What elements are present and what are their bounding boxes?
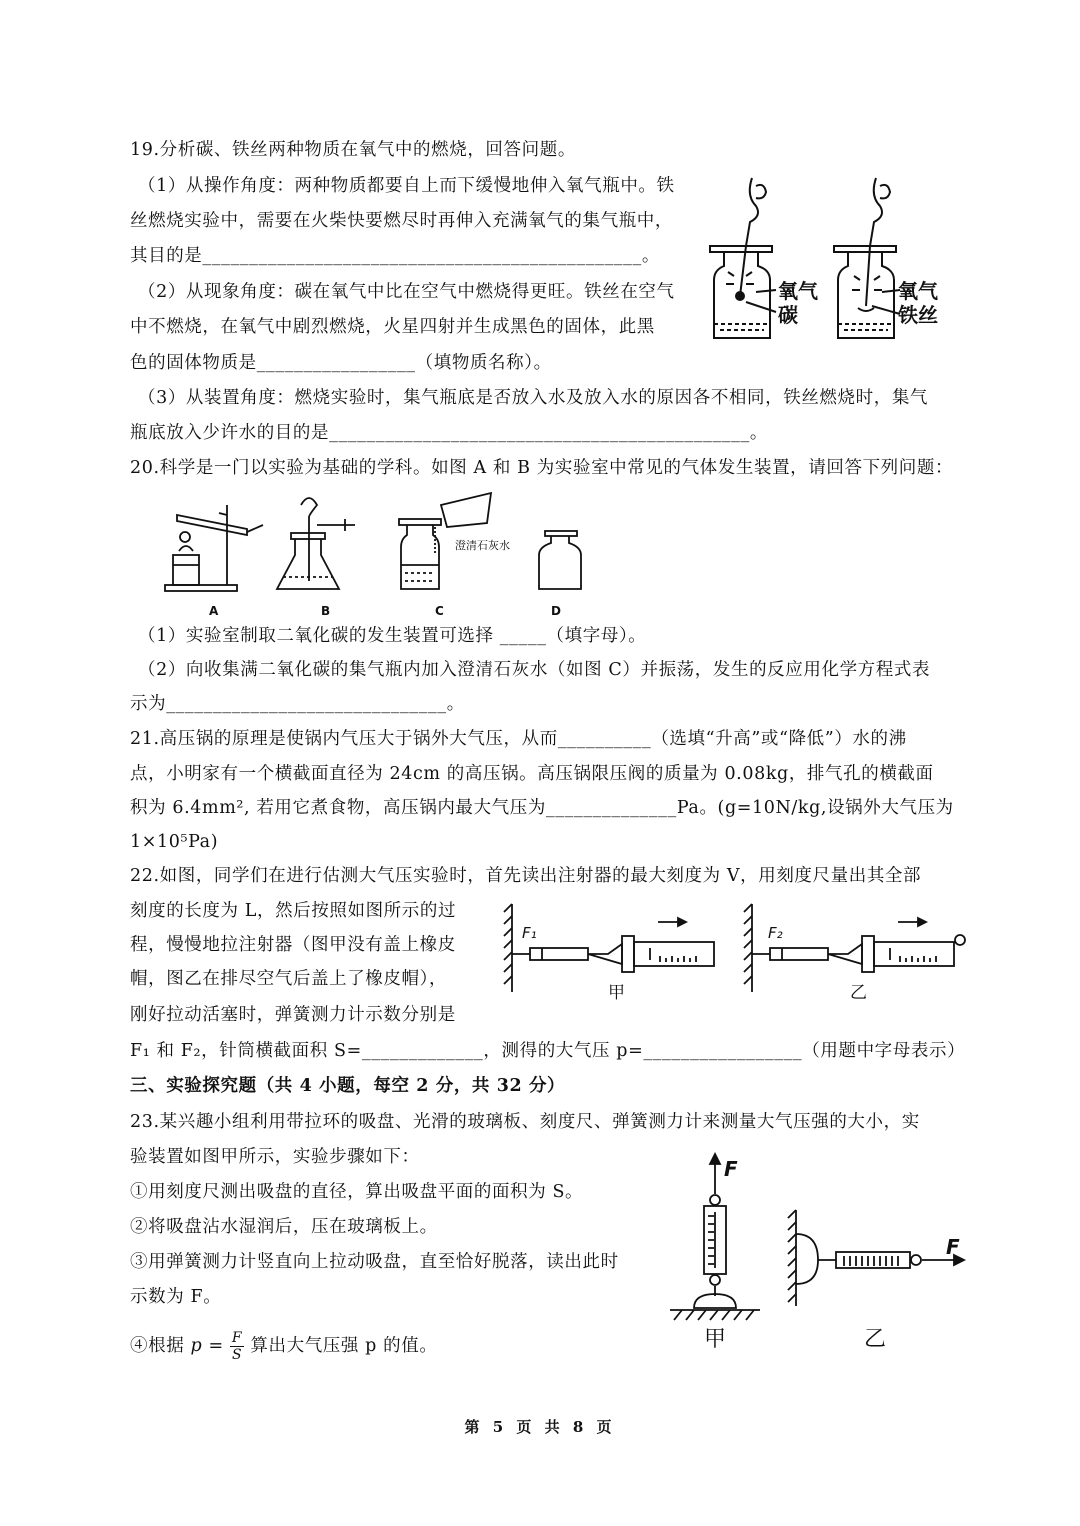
label-d: D (551, 604, 561, 618)
label-jia: 甲 (704, 1327, 727, 1352)
gas-jar-iron (834, 178, 900, 338)
label-f2: F₂ (768, 924, 783, 942)
q22-left-line: 帽，图乙在排尽空气后盖上了橡皮帽）， (130, 969, 448, 989)
q23-step3-cont: 示数为 F。 (130, 1287, 222, 1307)
q23-figure (660, 1150, 970, 1360)
q21-line: 积为 6.4mm², 若用它煮食物，高压锅内最大气压为______________Pa。(g=10N/kg,设锅外大气压为 (130, 798, 954, 818)
label-iron-wire: 铁丝 (898, 303, 938, 327)
q19-figure (700, 176, 970, 348)
step4-suffix: 算出大气压强 p 的值。 (250, 1336, 438, 1356)
label-f1: F₁ (522, 924, 537, 942)
apparatus-b (277, 498, 355, 589)
q19-p2-line: 中不燃烧，在氧气中剧烈燃烧，火星四射并生成黑色的固体，此黑 (130, 317, 655, 337)
q19-p3-line: 瓶底放入少许水的目的是_____________________________________________。 (130, 423, 768, 443)
q19-p1-line: 丝燃烧实验中，需要在火柴快要燃尽时再伸入充满氧气的集气瓶中， (130, 211, 673, 231)
label-carbon: 碳 (778, 303, 798, 327)
q21-line: 1×10⁵Pa) (130, 832, 219, 852)
label-oxygen: 氧气 (898, 279, 938, 303)
q19-p2-line: （2）从现象角度：碳在氧气中比在空气中燃烧得更旺。铁丝在空气 (138, 282, 675, 302)
q19-title: 19.分析碳、铁丝两种物质在氧气中的燃烧，回答问题。 (130, 140, 576, 160)
syringe-setup-yi (744, 904, 965, 992)
syringe-setup-jia (504, 904, 714, 992)
q20-p2-line: （2）向收集满二氧化碳的集气瓶内加入澄清石灰水（如图 C）并振荡，发生的反应用化学方程式表 (138, 660, 931, 680)
q22-left-line: 程，慢慢地拉注射器（图甲没有盖上橡皮 (130, 935, 456, 955)
label-force-up: F (724, 1157, 738, 1181)
q19-p1-line: 其目的是_______________________________________________。 (130, 246, 660, 266)
formula-lhs: p = (190, 1336, 224, 1356)
q21-line: 21.高压锅的原理是使锅内气压大于锅外大气压，从而__________（选填“升高”或“降低”）水的沸 (130, 729, 907, 749)
q23-line2: 验装置如图甲所示，实验步骤如下： (130, 1147, 420, 1167)
fraction-numerator: F (231, 1330, 243, 1346)
label-jia: 甲 (608, 983, 625, 1003)
apparatus-d (539, 531, 581, 589)
formula-fraction (230, 1330, 244, 1363)
q23-step3: ③用弹簧测力计竖直向上拉动吸盘，直至恰好脱落，读出此时 (130, 1252, 619, 1272)
suction-cup-setup-yi (788, 1210, 964, 1306)
section-3-title: 三、实验探究题（共 4 小题，每空 2 分，共 32 分） (130, 1076, 566, 1096)
q22-left-line: 刚好拉动活塞时，弹簧测力计示数分别是 (130, 1005, 456, 1025)
label-c: C (435, 604, 444, 618)
q23-step4 (130, 1330, 437, 1363)
q19-p3-line: （3）从装置角度：燃烧实验时，集气瓶底是否放入水及放入水的原因各不相同，铁丝燃烧时，集气 (138, 388, 929, 408)
q22-left-line: 刻度的长度为 L，然后按照如图所示的过 (130, 901, 457, 921)
label-yi: 乙 (850, 983, 867, 1003)
step4-prefix: ④根据 (130, 1336, 185, 1356)
suction-cup-setup-jia (670, 1154, 760, 1320)
page-footer: 第 5 页 共 8 页 (464, 1418, 616, 1436)
apparatus-a (165, 505, 263, 591)
label-oxygen: 氧气 (778, 279, 818, 303)
q21-line: 点，小明家有一个横截面直径为 24cm 的高压锅。高压锅限压阀的质量为 0.08kg，排气孔的横截面 (130, 764, 934, 784)
q23-step2: ②将吸盘沾水湿润后，压在玻璃板上。 (130, 1217, 438, 1237)
q22-last: F₁ 和 F₂，针筒横截面积 S=_____________，测得的大气压 p=_________________（用题中字母表示） (130, 1041, 966, 1061)
label-limewater: 澄清石灰水 (455, 539, 510, 552)
q22-figure (500, 898, 970, 1004)
gas-jar-carbon (710, 178, 776, 338)
q23-step1: ①用刻度尺测出吸盘的直径，算出吸盘平面的面积为 S。 (130, 1182, 584, 1202)
q19-p1-line: （1）从操作角度：两种物质都要自上而下缓慢地伸入氧气瓶中。铁 (138, 176, 675, 196)
q20-title: 20.科学是一门以实验为基础的学科。如图 A 和 B 为实验室中常见的气体发生装置，请回答下列问题： (130, 458, 954, 478)
q23-line1: 23.某兴趣小组利用带拉环的吸盘、光滑的玻璃板、刻度尺、弹簧测力计来测量大气压强的大小，实 (130, 1112, 920, 1132)
label-yi: 乙 (864, 1327, 887, 1352)
q20-p1: （1）实验室制取二氧化碳的发生装置可选择 _____（填字母）。 (138, 626, 647, 646)
q20-figure (155, 485, 595, 620)
label-force-right: F (946, 1235, 960, 1259)
q19-p2-line: 色的固体物质是_________________（填物质名称）。 (130, 353, 552, 373)
fraction-denominator: S (231, 1347, 243, 1363)
q22-line1: 22.如图，同学们在进行估测大气压实验时，首先读出注射器的最大刻度为 V，用刻度尺量出其全部 (130, 866, 922, 886)
q20-p2-line: 示为______________________________。 (130, 694, 465, 714)
label-b: B (321, 604, 331, 618)
label-a: A (209, 604, 219, 618)
